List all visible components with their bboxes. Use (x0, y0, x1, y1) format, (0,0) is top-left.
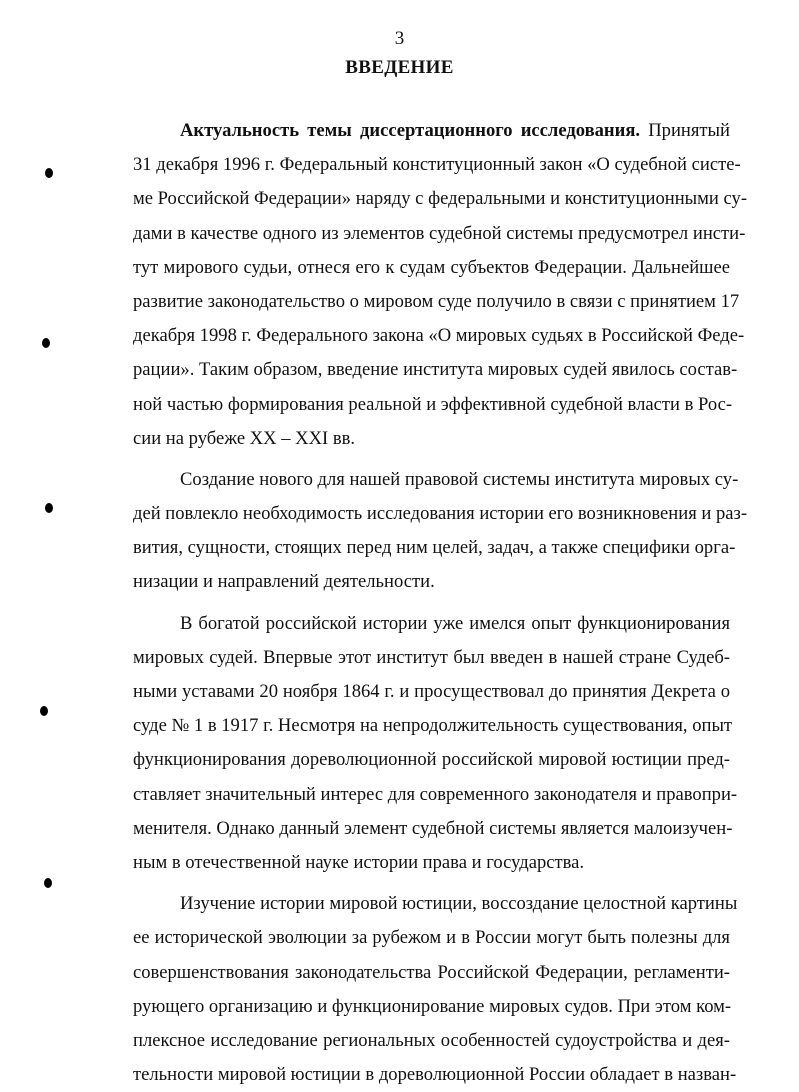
paragraph-2 (133, 463, 748, 600)
punch-hole-mark (44, 878, 52, 888)
text-line: функционирования дореволюционной российской мировой юстиции пред- (133, 749, 730, 771)
text-line: рующего организацию и функционирование мировых судов. При этом ком- (133, 995, 732, 1017)
text-line: плексное исследование региональных особенностей судоустройства и дея- (133, 1029, 730, 1051)
text-line: ме Российской Федерации» наряду с федеральными и конституционными су- (133, 188, 748, 210)
page-number: 3 (394, 28, 405, 49)
body-text (133, 114, 748, 1092)
text-line: мировых судей. Впервые этот институт был введен в нашей стране Судеб- (133, 646, 730, 668)
text-line: ными уставами 20 ноября 1864 г. и просуществовал до принятия Декрета о (133, 681, 730, 702)
text-line: Создание нового для нашей правовой системы института мировых су- (180, 468, 739, 490)
text-line: 31 декабря 1996 г. Федеральный конституционный закон «О судебной систе- (133, 154, 741, 176)
punch-hole-mark (40, 706, 48, 716)
text-line: ной частью формирования реальной и эффективной судебной власти в Рос- (133, 393, 733, 415)
lead-bold-phrase: Актуальность темы диссертационного исследования. (180, 120, 641, 141)
text-line: ным в отечественной науке истории права и государства. (133, 851, 585, 873)
text-line: суде № 1 в 1917 г. Несмотря на непродолжительность существования, опыт (133, 715, 733, 737)
paragraph-4 (133, 887, 738, 1092)
text-line: В богатой российской истории уже имелся опыт функционирования (180, 612, 730, 634)
text-line: менителя. Однако данный элемент судебной системы является малоизучен- (133, 817, 733, 839)
text-line: дами в качестве одного из элементов судебной системы предусмотрел инсти- (133, 222, 746, 244)
text-line: вития, сущности, стоящих перед ним целей, задач, а также специфики орга- (133, 537, 736, 559)
text-line: Изучение истории мировой юстиции, воссоздание целостной картины (180, 893, 738, 915)
punch-hole-mark (45, 168, 53, 178)
text-line: ставляет значительный интерес для современного законодателя и правопри- (133, 783, 738, 805)
paragraph-1 (133, 114, 748, 456)
punch-hole-mark (42, 338, 50, 348)
text-line: тут мирового судьи, отнеся его к судам субъектов Федерации. Дальнейшее (133, 256, 730, 278)
text-line: развитие законодательство о мировом суде получило в связи с принятием 17 (133, 290, 740, 312)
punch-hole-mark (45, 503, 53, 513)
text-line: ее исторической эволюции за рубежом и в России могут быть полезны для (133, 927, 730, 949)
text-line: Актуальность темы диссертационного исследования. Принятый (180, 120, 730, 141)
text-line: совершенствования законодательства Российской Федерации, регламенти- (133, 961, 730, 983)
text-line: сии на рубеже XX – XXI вв. (133, 427, 356, 449)
section-title: ВВЕДЕНИЕ (345, 57, 454, 78)
text-line: тельности мировой юстиции в дореволюционной России обладает в назван- (133, 1064, 737, 1086)
text-line: рации». Таким образом, введение института мировых судей явилось состав- (133, 359, 738, 381)
paragraph-3 (133, 607, 738, 881)
text-line: низации и направлений деятельности. (133, 571, 435, 593)
text-line: дей повлекло необходимость исследования истории его возникновения и раз- (133, 503, 748, 525)
text-line: декабря 1998 г. Федерального закона «О мировых судьях в Российской Феде- (133, 325, 745, 347)
